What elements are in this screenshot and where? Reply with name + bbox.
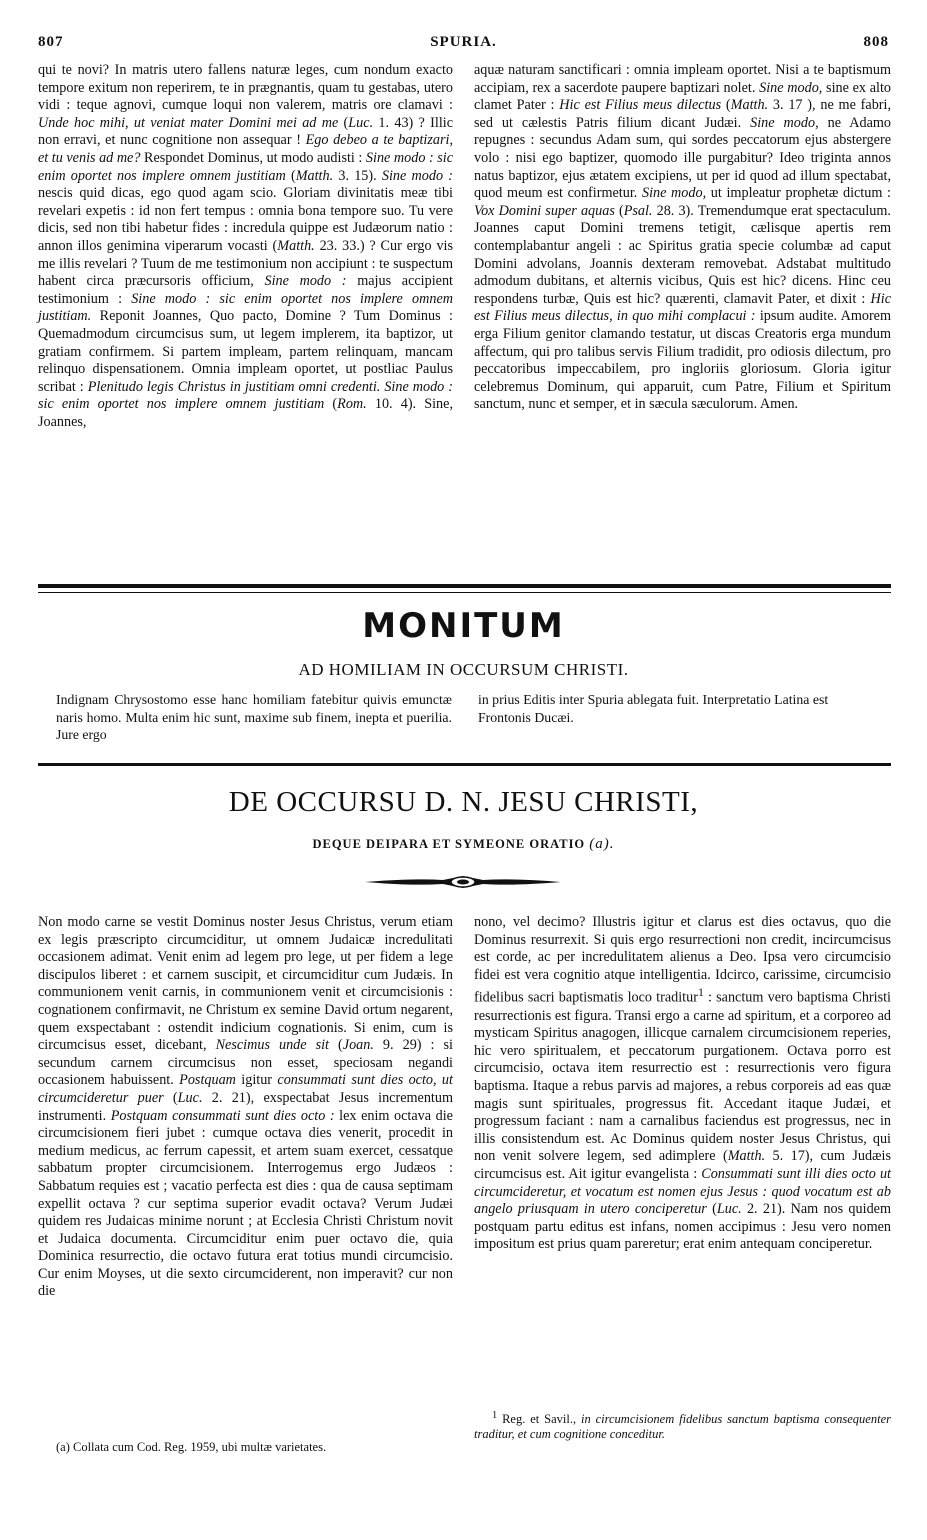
body-right-column: nono, vel decimo? Illustris igitur et clarus est dies octavus, quo die Dominus resurrexit. Si quis ergo resurrectioni non credit, incircumcisus est corde, ac per incredulitatem alienus a Deo. Ipsa vero circumcisio fidei est vera cognitio atque intelligentia. Idcirco, carissime, circumcisio fidelibus sacri baptismatis loco traditur$^1$ : sanctum vero baptisma Christi resurrectionis est figura. Transi ergo a carne ad spiritum, et a corporeo ad mysticam Spiritus anagogen, illicque carnalem circumcisionem reperies, hic vero spiritualem, et peccatorum purgationem. Octava porro est circumcisio, octava item resurrectio est : resurrectionis vero figura baptisma. Itaque a rebus parvis ad majores, a rebus corporeis ad eas quæ magis sunt spirituales, progressus fit. Accedant itaque Judæi, et progressum faciant : nam a carnalibus faciendus est progressus, nec in illis consistendum est. Ac Dominus quidem noster Jesus Christus, qui non venit solvere legem, sed adimplere (Matth. 5. 17), cum Judæis circumcisus est. Ait igitur evangelista : Consummati sunt illi dies octo ut circumcideretur, et vocatum est nomen ejus Jesus : quod vocatum est ab angelo priusquam in utero conciperetur (Luc. 2. 21). Nam nos quidem postquam partu editus est infans, nomen accipimus : Jesu vero nomen impositum est prius quam pareretur; erat enim antequam conciperetur.	[474, 914, 891, 1253]
top-left-column: qui te novi? In matris utero fallens naturæ leges, cum nondum exacto tempore exitum non reperirem, te in prægnantis, quam tu gestabas, utero vidi : teque agnovi, cumque loqui non valerem, matris ore clamavi : Unde hoc mihi, ut veniat mater Domini mei ad me (Luc. 1. 43) ? Illic non erravi, et nunc cognitione non assequar ! Ego debeo a te baptizari, et tu venis ad me? Respondet Dominus, ut modo audisti : Sine modo : sic enim oportet nos implere omnem justitiam (Matth. 3. 15). Sine modo : nescis quid dicas, ego quod agam scio. Gloriam divinitatis meæ tibi revelari expetis : id non fert tempus : omnia bona tempore suo. Tu vere dicis, sed non tibi habetur fides : incredula quippe est Judæorum natio : annon illos genimina viperarum vocasti (Matth. 23. 33.) ? Cur ergo vis me illis revelari ? Tuum de me testimonium non accipiunt : te suspectum habent circa præcursoris officium, Sine modo : majus accipient testimonium : Sine modo : sic enim oportet nos implere omnem justitiam. Reponit Joannes, Quo pacto, Domine ? Tum Dominus : Quemadmodum circumcisus sum, ut legem implerem, ita baptizor, ut gratiam confirmem. Si partem impleam, partem relinquam, mancam relinquo dispensationem. Omnia impleam oportet, ut postliac Paulus scribat : Plenitudo legis Christus in justitiam omni credenti. Sine modo : sic enim oportet nos implere omnem justitiam (Rom. 10. 4). Sine, Joannes,	[38, 62, 454, 430]
oratio-subtitle-text: DEQUE DEIPARA ET SYMEONE ORATIO	[312, 837, 586, 851]
footnote-right: $^1$ Reg. et Savil., in circumcisionem fidelibus sanctum baptisma consequenter traditur, et cum cognitione conceditur.	[474, 1410, 891, 1442]
monitum-right-text: in prius Editis inter Spuria ablegata fuit. Interpretatio Latina est Frontonis Ducæi.	[478, 692, 829, 725]
page-number-left: 807	[38, 34, 64, 50]
top-right-column: aquæ naturam sanctificari : omnia impleam oportet. Nisi a te baptismum accipiam, rex a sacerdote paupere baptizari nolet. Sine modo, sine ex alto clamet Pater : Hic est Filius meus dilectus (Matth. 3. 17 ), ne me fabri, sed ut cælestis Patris filium dicant Judæi. Sine modo, ne Adamo repugnes : secundus Adam sum, qui sordes peccatorum ejus abstergere volo : nisi ego baptizer, quomodo ille purgabitur? Ideo triginta annos natus baptizor, ejus ætatem excipiens, ut per id quod ad illum spectabat, quod meum est confirmetur. Sine modo, ut impleatur prophetæ dictum : Vox Domini super aquas (Psal. 28. 3). Tremendumque erat spectaculum. Joannes caput Domini tremens tetigit, cælisque apertis rem contemplabantur angeli : ac Spiritus gratia specie columbæ ad caput Domini advolans, Joannis dexteram removebat. Adstabat multitudo admodum dubitans, et alternis vicibus, Quis est hic? dicens. Hinc ceu respondens turbæ, Quis est hic? quærenti, clamavit Pater, et dixit : Hic est Filius meus dilectus, in quo mihi complacui : ipsum audite. Amorem erga Filium genitor clamando testatur, ut discas Creatoris erga mundum affectum, qui pro talibus servis Filium tradidit, pro odiosis dilectum, pro peccatoribus impeccabilem, pro ingloriis gloriosum. Gloria igitur celebremus Dominum, qui apparuit, cum Patre, Filium et Spiritum sanctum, nunc et semper, et in sæcula sæculorum. Amen.	[474, 62, 892, 413]
body-left-column: Non modo carne se vestit Dominus noster Jesus Christus, verum etiam ex legis præscripto circumciditur, ut omnem Judaicæ incredulitati occasionem adimat. Venit enim ad legem pro lege, ut per fidem a lege discipulos liberet : et carnem suscipit, et circumciditur cum Judæis. In communionem venit carnis, in communionem venit et circumcisionis : cognationem confirmavit, ne Christum ex semine David ortum negarent, quem exspectabant : ostendit indicium cognationis. Si enim, cum is circumcisus esset, dicebant, Nescimus unde sit (Joan. 9. 29) : si secundum carnem circumcisus non esset, speciosam negandi occasionem habuissent. Postquam igitur consummati sunt dies octo, ut circumcideretur puer (Luc. 2. 21), exspectabat Jesus incrementum instrumenti. Postquam consummati sunt dies octo : lex enim octava die circumcisionem fieri jubet : cumque octava dies venerit, procedit in medium medicus, ac ferrum capessit, et artem suam exercet, cessatque sabbatum propter circumcisionem. Interrogemus ergo Judæos : Sabbatum requies est ; vacatio perfecta est dies : qua de causa septimam expellit octava ? cur septima superior evadit octava? Verum Judæi quidem res Judaicas minime norunt ; at Ecclesia Christi Christum novit et Judaica documenta. Circumciditur enim puer octavo die, quia Dominica resurrectio, die octavo futura erat totius mundi circumcisio. Cur enim Moyses, ut die sexto circumciderent, non imperavit? cur non die	[38, 914, 453, 1300]
section-rule-thin	[38, 592, 891, 593]
section-rule-thick	[38, 584, 891, 588]
monitum-title: MONITUM	[362, 606, 565, 646]
page-number-right: 808	[863, 34, 889, 50]
oratio-subtitle-ref: (a).	[589, 836, 615, 852]
oratio-subtitle	[0, 836, 927, 853]
monitum-left-text: Indignam Chrysostomo esse hanc homiliam fatebitur quivis emunctæ naris homo. Multa enim hic sunt, maxime sub finem, inepta et puerilia. Jure ergo	[56, 692, 452, 742]
running-title: SPURIA.	[430, 34, 497, 50]
ornament-divider	[363, 872, 563, 892]
monitum-subtitle: AD HOMILIAM IN OCCURSUM CHRISTI.	[298, 660, 629, 679]
footnote-left: (a) Collata cum Cod. Reg. 1959, ubi multæ varietates.	[56, 1440, 327, 1454]
oratio-rule	[38, 763, 891, 766]
oratio-title: DE OCCURSU D. N. JESU CHRISTI,	[228, 786, 699, 818]
